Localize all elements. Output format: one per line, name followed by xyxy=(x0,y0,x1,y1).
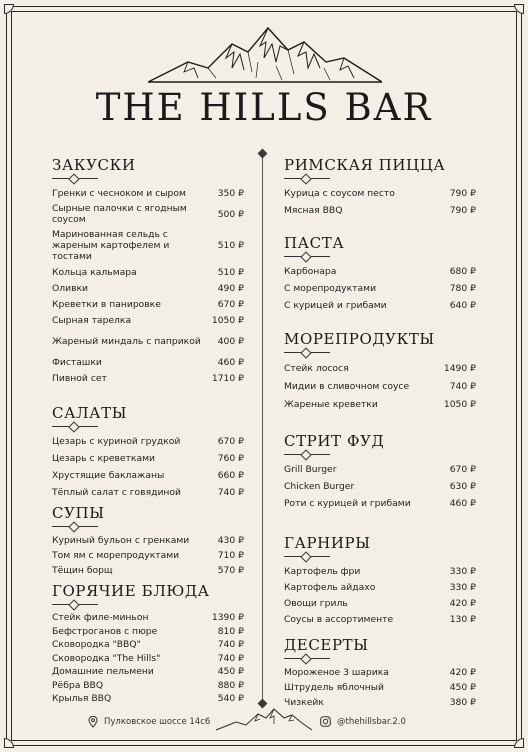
item-name: Маринованная сельдь с жареным картофелем и тостами xyxy=(52,228,170,262)
item-name: Фисташки xyxy=(52,356,102,368)
item-name: Стейк лосося xyxy=(284,362,349,374)
menu-item xyxy=(284,611,476,627)
section-rule xyxy=(52,604,98,605)
item-price: 1710 ₽ xyxy=(211,372,244,384)
section-title: ГАРНИРЫ xyxy=(284,534,371,552)
item-name: Сырные палочки с ягодным соусом xyxy=(52,203,187,225)
section-rule xyxy=(284,178,330,179)
section-title: ЗАКУСКИ xyxy=(52,156,136,174)
item-name: Картофель айдахо xyxy=(284,581,376,593)
menu-item xyxy=(52,611,244,625)
section-pasta xyxy=(284,234,476,314)
section-rule xyxy=(284,556,330,557)
item-price: 640 ₽ xyxy=(449,300,476,311)
page-title: THE HILLS BAR xyxy=(95,86,433,129)
section-garniry xyxy=(284,534,476,627)
item-price: 670 ₽ xyxy=(217,436,244,447)
menu-item xyxy=(52,679,244,693)
item-name: Цезарь с куриной грудкой xyxy=(52,436,181,447)
item-name: Овощи гриль xyxy=(284,597,348,609)
instagram-handle: @thehillsbar.2.0 xyxy=(337,716,406,727)
item-name: Пивной сет xyxy=(52,372,107,384)
menu-item xyxy=(284,263,476,280)
footer-instagram[interactable] xyxy=(320,716,406,727)
menu-item xyxy=(284,665,476,680)
section-title: ДЕСЕРТЫ xyxy=(284,636,369,654)
section-rule xyxy=(284,454,330,455)
item-name: Карбонара xyxy=(284,266,337,277)
item-price: 570 ₽ xyxy=(217,565,244,576)
item-price: 350 ₽ xyxy=(217,188,244,199)
item-price: 740 ₽ xyxy=(217,652,244,664)
menu-item xyxy=(52,202,244,226)
menu-item xyxy=(52,226,244,264)
section-supy xyxy=(52,504,244,578)
section-title: ПАСТА xyxy=(284,234,345,252)
item-price: 880 ₽ xyxy=(217,679,244,691)
mountains-logo xyxy=(148,22,382,84)
item-price: 500 ₽ xyxy=(217,208,244,220)
item-price: 740 ₽ xyxy=(217,487,244,498)
menu-item xyxy=(284,202,476,219)
footer-address xyxy=(88,716,210,728)
menu-item xyxy=(284,680,476,695)
item-price: 1050 ₽ xyxy=(211,314,244,326)
item-name: Роти с курицей и грибами xyxy=(284,498,411,509)
section-title: СУПЫ xyxy=(52,504,105,522)
menu-item xyxy=(52,328,244,354)
menu-item xyxy=(52,370,244,386)
section-more xyxy=(284,330,476,413)
item-name: Том ям с морепродуктами xyxy=(52,550,180,561)
item-price: 420 ₽ xyxy=(449,597,476,609)
item-name: Тёплый салат с говядиной xyxy=(52,487,182,498)
item-price: 540 ₽ xyxy=(217,693,244,705)
menu-item xyxy=(284,280,476,297)
section-title: ГОРЯЧИЕ БЛЮДА xyxy=(52,582,210,600)
item-price: 490 ₽ xyxy=(217,282,244,294)
item-name: Чизкейк xyxy=(284,697,324,708)
menu-item xyxy=(52,433,244,450)
item-name: Chicken Burger xyxy=(284,481,355,492)
section-title: САЛАТЫ xyxy=(52,404,128,422)
item-price: 460 ₽ xyxy=(217,356,244,368)
section-deserty xyxy=(284,636,476,710)
menu-item xyxy=(52,312,244,328)
item-price: 630 ₽ xyxy=(449,481,476,492)
footer-mountains-icon xyxy=(214,706,314,732)
section-rule xyxy=(52,526,98,527)
section-rule xyxy=(52,178,98,179)
item-price: 460 ₽ xyxy=(449,498,476,509)
section-title: РИМСКАЯ ПИЦЦА xyxy=(284,156,446,174)
menu-item xyxy=(284,495,476,512)
item-price: 130 ₽ xyxy=(449,613,476,625)
item-name: Цезарь с креветками xyxy=(52,453,155,464)
item-name: Жареный миндаль с паприкой xyxy=(52,335,201,347)
menu-item xyxy=(284,478,476,495)
section-zakuski xyxy=(52,156,244,386)
menu-item xyxy=(284,297,476,314)
item-name: С морепродуктами xyxy=(284,283,377,294)
item-name: Стейк филе-миньон xyxy=(52,612,149,624)
menu-item xyxy=(52,548,244,563)
item-price: 710 ₽ xyxy=(217,550,244,561)
item-name: Рёбра BBQ xyxy=(52,679,104,691)
item-name: Куриный бульон с гренками xyxy=(52,535,190,546)
item-price: 380 ₽ xyxy=(449,697,476,708)
menu-item xyxy=(52,665,244,679)
item-price: 760 ₽ xyxy=(217,453,244,464)
section-rule xyxy=(284,352,330,353)
item-price: 670 ₽ xyxy=(449,464,476,475)
item-name: Сырная тарелка xyxy=(52,314,132,326)
column-divider xyxy=(262,152,263,704)
item-price: 780 ₽ xyxy=(449,283,476,294)
item-name: Крылья BBQ xyxy=(52,693,112,705)
item-price: 810 ₽ xyxy=(217,625,244,637)
item-price: 400 ₽ xyxy=(217,335,244,347)
item-name: Мидии в сливочном соусе xyxy=(284,380,410,392)
section-salaty xyxy=(52,404,244,501)
item-name: Креветки в панировке xyxy=(52,298,161,310)
item-price: 1490 ₽ xyxy=(443,362,476,374)
address-text: Пулковское шоссе 14с6 xyxy=(104,717,211,727)
section-goryachie xyxy=(52,582,244,706)
item-price: 1390 ₽ xyxy=(211,612,244,624)
item-price: 740 ₽ xyxy=(449,380,476,392)
item-name: Хрустящие баклажаны xyxy=(52,470,165,481)
item-name: Оливки xyxy=(52,282,89,294)
item-name: Гренки с чесноком и сыром xyxy=(52,188,186,199)
menu-item xyxy=(52,354,244,370)
menu-item xyxy=(52,638,244,652)
menu-item xyxy=(52,563,244,578)
item-price: 450 ₽ xyxy=(449,682,476,693)
menu-item xyxy=(52,296,244,312)
item-price: 790 ₽ xyxy=(449,205,476,216)
menu-item xyxy=(284,579,476,595)
menu-item xyxy=(52,280,244,296)
section-pizza xyxy=(284,156,476,219)
menu-item xyxy=(52,652,244,666)
item-price: 740 ₽ xyxy=(217,639,244,651)
item-name: Grill Burger xyxy=(284,464,337,475)
item-name: Сковородка "The Hills" xyxy=(52,652,161,664)
menu-item xyxy=(52,484,244,501)
menu-item xyxy=(52,185,244,202)
item-name: Сковородка "BBQ" xyxy=(52,639,141,651)
item-price: 510 ₽ xyxy=(217,239,244,251)
item-name: Соусы в ассортименте xyxy=(284,613,394,625)
item-name: Тёщин борщ xyxy=(52,565,113,576)
menu-item xyxy=(52,625,244,639)
item-name: С курицей и грибами xyxy=(284,300,387,311)
item-price: 510 ₽ xyxy=(217,266,244,278)
menu-item xyxy=(52,692,244,706)
menu-item xyxy=(284,377,476,395)
location-pin-icon xyxy=(88,716,98,728)
item-name: Бефстроганов с пюре xyxy=(52,625,158,637)
section-rule xyxy=(284,658,330,659)
item-name: Жареные креветки xyxy=(284,398,378,410)
menu-item xyxy=(284,595,476,611)
item-price: 330 ₽ xyxy=(449,565,476,577)
menu-item xyxy=(284,185,476,202)
item-price: 670 ₽ xyxy=(217,298,244,310)
menu-item xyxy=(284,395,476,413)
item-price: 450 ₽ xyxy=(217,666,244,678)
item-price: 330 ₽ xyxy=(449,581,476,593)
menu-item xyxy=(52,533,244,548)
item-price: 660 ₽ xyxy=(217,470,244,481)
item-name: Штрудель яблочный xyxy=(284,682,385,693)
menu-item xyxy=(284,461,476,478)
item-name: Мясная BBQ xyxy=(284,205,343,216)
item-name: Мороженое 3 шарика xyxy=(284,667,389,678)
instagram-icon xyxy=(320,716,331,727)
section-rule xyxy=(284,256,330,257)
menu-item xyxy=(52,467,244,484)
item-name: Картофель фри xyxy=(284,565,361,577)
section-title: МОРЕПРОДУКТЫ xyxy=(284,330,435,348)
menu-item xyxy=(284,563,476,579)
section-title: СТРИТ ФУД xyxy=(284,432,385,450)
item-price: 790 ₽ xyxy=(449,188,476,199)
item-price: 680 ₽ xyxy=(449,266,476,277)
menu-item xyxy=(52,450,244,467)
menu-item xyxy=(284,359,476,377)
section-street xyxy=(284,432,476,512)
item-price: 1050 ₽ xyxy=(443,398,476,410)
item-price: 420 ₽ xyxy=(449,667,476,678)
item-price: 430 ₽ xyxy=(217,535,244,546)
item-name: Домашние пельмени xyxy=(52,666,154,678)
item-name: Кольца кальмара xyxy=(52,266,137,278)
menu-item xyxy=(52,264,244,280)
section-rule xyxy=(52,426,98,427)
item-name: Курица с соусом песто xyxy=(284,188,395,199)
